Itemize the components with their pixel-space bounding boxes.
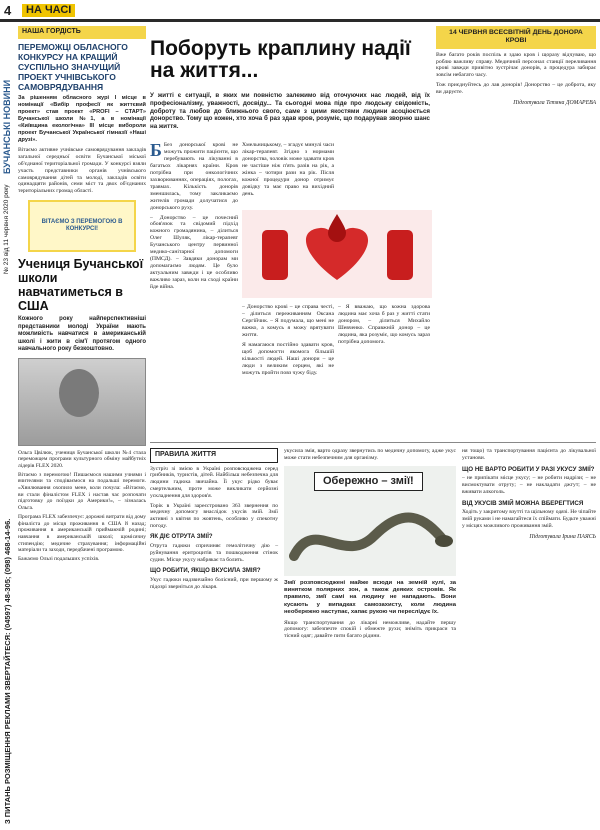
snake-author: Підготувала Ірина ПАЯСЬ (529, 533, 596, 540)
contest-title: ПЕРЕМОЖЦІ ОБЛАСНОГО КОНКУРСУ НА КРАЩИЙ СУСПІЛЬНО ЗНАЧУЩИЙ ПРОЕКТ УЧНІВСЬКОГО САМОВРЯДУВАННЯ (18, 41, 128, 93)
snake-c3c: Ходіть у закритому взутті та щільному одязі. Не чіпайте змій руками і не намагайтеся їх спіймати. Будьте уважні у місцях можливого проживання змій. (462, 509, 596, 529)
drop-cap: Б (150, 140, 162, 160)
page-number: 4 (4, 3, 12, 18)
snake-center (284, 448, 456, 640)
donor-day-banner: 14 ЧЕРВНЯ ВСЕСВІТНІЙ ДЕНЬ ДОНОРА КРОВІ (436, 26, 596, 49)
article-col2-top: Хмельницькому, – згадує минулі часи лікар-терапевт. Згідно з нормами донорства, чоловік може здавати кров не частіше ніж п'ять разів на рік, а жінка – чотири рази на рік. Після кожної процедури донор отримує довідку та має право на вихідний день. (242, 142, 334, 197)
snake-sub4: ВІД УКУСІВ ЗМІЙ МОЖНА ВБЕРЕГТИСЯ (462, 499, 584, 507)
blood-illustration (242, 210, 432, 298)
snake-c2b: Якщо транспортування до лікарні неможливе, надайте першу допомогу: забезпечте спокій і обмежте рухи; зніміть прикраси та тісний одяг; давайте пити багато рідини. (284, 619, 456, 640)
snake-c1b: Торік в Україні зареєстровано 363 звернення по медичну допомогу внаслідок укусів змій. Змії активні з квітня по жовтень, особливо у спекотну погоду. (150, 502, 278, 530)
snake-icon (284, 496, 456, 574)
snake-c1: Зустріч зі змією в Україні розповсюджена серед грибників, туристів, дітей. Найбільш небезпечна для людини гадюка звичайна. Її укус рідко буває смертельним, проте може викликати серйозні ускладнення для здоров'я. (150, 465, 278, 499)
flex-body-d: Бажаємо Ользі подальших успіхів. (18, 556, 100, 563)
student-photo (18, 358, 146, 446)
kicker: НАША ГОРДІСТЬ (18, 26, 146, 39)
section-label: НА ЧАСІ (22, 4, 75, 17)
snake-lead: Змії розповсюджені майже всюди на земній кулі, за винятком полярних зон, а також деяких островів. Як правило, змії самі на людину не нападають. Вони кусають у випадках самозахисту, коли людина необережно наступає, хапає рукою чи переслідує їх. (284, 579, 456, 616)
issue-vertical: № 23 від 11 червня 2020 року (3, 184, 10, 274)
brand-vertical: БУЧАНСЬКІ НОВИНИ (2, 79, 12, 174)
snake-c1c: Отрута гадюки спричиняє гемолітичну дію – руйнування еритроцитів та пошкодження стінок судин. Місце укусу набрякає та болить. (150, 543, 278, 563)
left-column (18, 26, 146, 563)
snake-right (462, 448, 596, 541)
article-col1 (150, 142, 238, 291)
article-author: Підготувала Тетяна ДОМАРЕВА (513, 100, 596, 107)
snake-c3b: – не припікати місце укусу; – не робити надрізи; – не висмоктувати отруту; – не накладати джгут; – не вживати алкоголь. (462, 475, 596, 495)
blood-bag-icon (262, 230, 288, 280)
snake-c3: ня тощо) та транспортування пацієнта до лікувальної установи. (462, 448, 596, 461)
snake-c1d: Укус гадюки надзвичайно болісний, при першому ж підозрі зверніться до лікаря. (150, 576, 278, 590)
flex-body-c: Програма FLEX забезпечує: дорожні витрати від дому фіналіста до місця проживання в США й назад; проживання в американській приймаючій родині; навчання в американській школі; щомісячну стипендію; медичне страхування; інформаційні матеріали та заходи, передбачені програмою. (18, 513, 146, 554)
article-col2c: Я намагаюся постійно здавати кров, щоб допомогти якомога більшій кількості людей. Наші донори – це люди з великим серцем, які не можуть пройти повз чужу біду. (242, 341, 334, 376)
contest-body: Вітаємо активне учнівське самоврядування закладів загальної середньої освіти Бучанської міської об'єднаної територіальної громади. У конкурсі взяли участь представники органів учнівського самоврядування дітей та молоді, закладів освіти одинадцяти районів, семи міст та двох об'єднаних територіальних громад області. (18, 147, 146, 195)
article-col3: Вже багато років поспіль я здаю кров і щоразу відчуваю, що роблю важливу справу. Медичний персонал станції переливання крові завжди привітно зустрічає донорів, а процедура забирає зовсім небагато часу. (436, 51, 596, 79)
flex-lead: Кожного року найперспективніші представники молоді України мають можливість навчатися в американській школі і жити в сім'ї протягом одного навчального року безкоштовно. (18, 316, 146, 353)
top-bar (0, 0, 600, 22)
flex-body-b: Вітаємо з перемогою! Пишаємося нашими учнями і вчителями та сподіваємося на подальші перемоги. «Хвилювання охопило мене, коли почула: «Вітаємо, ви стали фіналістом FLEX і настав час розпочати підготовку до поїздки до Америки!», – зізналась Ольга. (18, 471, 146, 512)
article-col3-mid: – Я вважаю, що кожна здорова людина має хоча б раз у житті стати донором, – ділиться Михайло Шевченко. Справжній донор – це людина, яка розуміє, що комусь зараз потрібна допомога. (338, 304, 430, 345)
ads-vertical: З ПИТАНЬ РОЗМІЩЕННЯ РЕКЛАМИ ЗВЕРТАЙТЕСЯ: (04597) 48-305; (098) 468-14-96. (3, 518, 12, 824)
snake-col1 (150, 448, 278, 591)
contest-lead: За рішенням обласного журі І місце в номінації «Вибір професії як життєвий проект» став проект «PROFI – CTAPT» Бучанської школи №1, а в номінації «Київщина екологічна» ІІІ місце вибороли проект Бучанської Української гімназії «Наші друзі». (18, 95, 146, 144)
snake-c2: укусила змія, варто одразу звернутись по медичну допомогу, адже укус може стати небезпечним для організму. (284, 448, 456, 461)
flex-title: Учениця Бучанської школи навчатиметься в США (18, 257, 144, 314)
snake-illustration (284, 466, 456, 576)
article-col1b: – Донорство – це почесний обов'язок та свідомий підхід кожного громадянина, – ділиться Олег Шуляк, лікар-терапевт Бучанського центру первинної медико-санітарної допомоги (ПМСД). – Завдяки донорам ми допомагаємо людям. Це було актуальним завжди і це особливо важливо зараз, коли на сході країни йде війна. (150, 214, 238, 291)
snake-sub3: ЩО НЕ ВАРТО РОБИТИ У РАЗІ УКУСУ ЗМІЇ? (462, 465, 595, 473)
section-divider (150, 442, 596, 443)
article-col2b: – Донорство крові – це справа честі, – ділиться переживанням Оксана Сергійчик. – Я подумала, що мені не важко, а комусь я можу врятувати життя. (242, 304, 334, 338)
snake-sub1: ЯК ДІЄ ОТРУТА ЗМІЇ? (150, 533, 213, 540)
article-title: Поборуть краплину надії на життя... (150, 37, 411, 83)
snake-rubric: ПРАВИЛА ЖИТТЯ (150, 448, 278, 463)
side-band (0, 24, 16, 830)
flex-body-a: Ольга Цвілюк, учениця Бучанської школи №4 стала переможцем програми культурного обміну майбутніх лідерів FLEX 2020. (18, 449, 146, 469)
article-col3c: Тож приєднуйтесь до лав донорів! Донорство – це доброта, яку ви даруєте. (436, 82, 596, 96)
article-lead: У житті є ситуації, в яких ми повністю залежимо від оточуючих нас людей, від їх професіоналізму, уважності, досвіду... Та сьогодні мова піде про людську свідомість, доброту та любов до ближнього свого, саме з цими якостями людини асоціюється донорство. Тому що кожен, хто хоча б раз здав кров, розуміє, що подарував зворню шанс на життя. (150, 92, 430, 130)
article-col2-bottom (242, 304, 334, 377)
snake-banner: Обережно – змії! (314, 472, 423, 491)
blood-bag-icon (387, 230, 413, 280)
person-figure (59, 369, 99, 417)
congrats-banner: ВІТАЄМО З ПЕРЕМОГОЮ В КОНКУРСІ! (28, 200, 136, 252)
snake-sub2: ЩО РОБИТИ, ЯКЩО ВКУСИЛА ЗМІЯ? (150, 567, 261, 574)
article-col1-text: Без донорської крові не можуть прожити пацієнти, що перебувають на лікуванні в багатьох лікарнях країни. Кров потрібна при онкологічних захворюваннях, операціях, пологах, травмах. Кількість донорів зменшилась, тому закликаємо жителів громади долучатися до донорського руху. (150, 142, 238, 211)
article-right-column (436, 26, 596, 107)
